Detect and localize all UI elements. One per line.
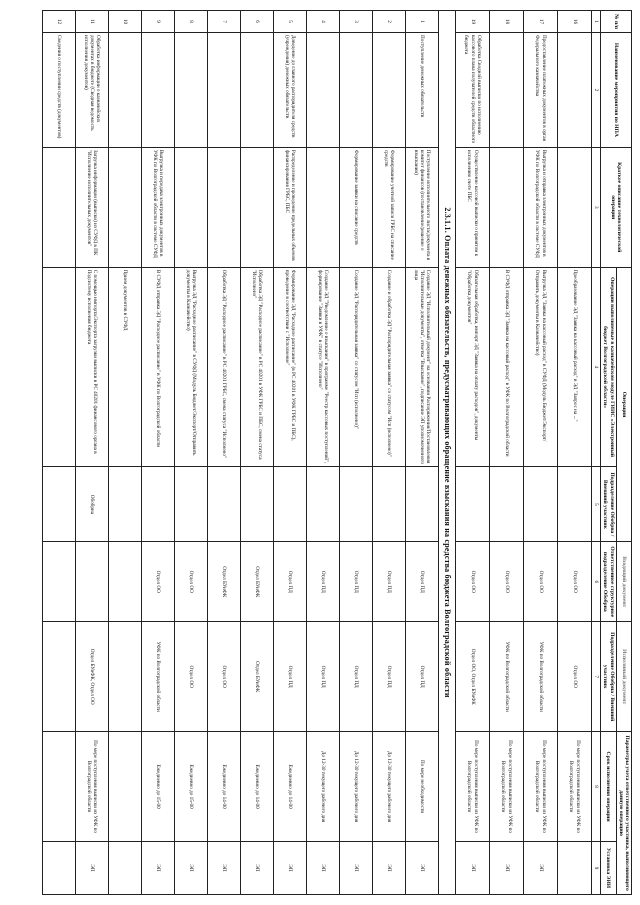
cell-out-dept: Отдел ОО, Отдел БУиФК <box>455 622 489 732</box>
col-number: 9 <box>591 841 600 894</box>
cell-out-dept: УФК по Волгоградской области <box>141 622 174 732</box>
cell-resp: Отдел ОО <box>455 542 489 622</box>
cell-term <box>108 732 141 842</box>
col-number: 5 <box>591 467 600 542</box>
col-number: 8 <box>591 732 600 842</box>
cell-desc: Поступление исполнительного листа/документа в комитет финансов (постановление/решение о взыскании) <box>405 147 438 267</box>
cell-sys: ЭП <box>455 841 489 894</box>
header-in-doc: Входящий документ <box>616 542 631 622</box>
table-row <box>273 11 306 895</box>
cell-in-dept <box>557 467 591 542</box>
cell-ops: Обработка ЭД "Расходное расписание" в РС 40201 ГРБС, смена статуса "Исполнено" <box>207 267 240 467</box>
cell-term: Ежедневно до 15-00 <box>141 732 174 842</box>
table-row <box>557 11 591 895</box>
column-number-row <box>591 11 600 895</box>
cell-in-dept <box>273 467 306 542</box>
cell-name <box>141 32 174 147</box>
cell-term: До 12-30 текущего рабочего дня <box>372 732 405 842</box>
cell-out-dept: Отдел ПД <box>306 622 339 732</box>
table-row <box>339 11 372 895</box>
cell-sys: ЭП <box>141 841 174 894</box>
cell-sys: ЭП <box>372 841 405 894</box>
cell-in-dept <box>141 467 174 542</box>
cell-term: Ежедневно до 14-00 <box>207 732 240 842</box>
col-number: 3 <box>591 147 600 267</box>
cell-name <box>108 32 141 147</box>
header-params: Параметры учета ответственного участника, выполняющего данную операцию <box>616 732 631 895</box>
cell-term: До 12-30 текущего рабочего дня <box>339 732 372 842</box>
cell-sys <box>557 841 591 894</box>
table-row <box>108 11 141 895</box>
table-row <box>207 11 240 895</box>
col-number: 2 <box>591 32 600 147</box>
cell-resp: Отдел ПД <box>405 542 438 622</box>
cell-term: По мере необходимости <box>405 732 438 842</box>
cell-desc <box>174 147 207 267</box>
cell-in-dept <box>42 467 75 542</box>
cell-term: По мере поступления выписки из УФК по Волгоградской области <box>489 732 523 842</box>
table-row <box>240 11 273 895</box>
cell-in-dept <box>174 467 207 542</box>
cell-name <box>306 32 339 147</box>
cell-desc <box>207 147 240 267</box>
cell-desc: Выгрузка и отправка электронных документов в УФК по Волгоградской области в системе СУФД <box>523 147 557 267</box>
col-number: 6 <box>591 542 600 622</box>
table-row <box>141 11 174 895</box>
header-sys: Установка ЭИИ <box>601 841 616 894</box>
cell-desc: Осуществление кассовой выписки о принятом к исполнению счете ПБС <box>455 147 489 267</box>
table-row <box>42 11 75 895</box>
header-op-done: Операции выполняемые в казначейском модуле ГИИС «Электронный бюджет Волгоградской области» <box>601 267 616 467</box>
cell-name: Обработка информации о казначейских документах в бюджете (Сводная ведомость исполнения документов) <box>75 32 108 147</box>
cell-sys: ЭП <box>306 841 339 894</box>
cell-resp <box>108 542 141 622</box>
cell-ops: Обработка ЭД "Расходное расписание" в РС 40201 в УФК ГРБС и ПБС, смена статуса "Исполнено" <box>240 267 273 467</box>
cell-name <box>489 32 523 147</box>
cell-num: 8 <box>174 11 207 33</box>
cell-name: Предоставление платежных документов в орган Федерального казначейства <box>523 32 557 147</box>
cell-resp: Отдел ОО <box>489 542 523 622</box>
cell-out-dept: Отдел ОО <box>207 622 240 732</box>
cell-ops: Обязательная обработка, импорт ЭД "Заявка на оплату расходов", документы "Обработка документов" <box>455 267 489 467</box>
cell-name: Обработка Сводной выписки по исполнению кассового плана получателей средств областного бюджета <box>455 32 489 147</box>
cell-resp: Отдел БУиФК <box>240 542 273 622</box>
header-resp: Ответственное структурное подразделение Обобрна <box>601 542 616 622</box>
cell-ops: Выгрузка ЭД "Расходное расписание" в СУФД (Модуль Бюджет/Экспорт/Отправить документы в Казначейство) <box>174 267 207 467</box>
cell-desc: Распределение и проведение предельных объемов финансирования ГРБС, ПБС <box>273 147 306 267</box>
cell-sys: ЭП <box>174 841 207 894</box>
cell-in-dept <box>339 467 372 542</box>
cell-in-dept: Обобрна <box>75 467 108 542</box>
cell-term <box>42 732 75 842</box>
cell-term: По мере поступления выписки из УФК по Волгоградской области <box>455 732 489 842</box>
cell-out-dept: Отдел ПД <box>339 622 372 732</box>
cell-out-dept: Отдел ОО <box>174 622 207 732</box>
cell-sys: ЭП <box>523 841 557 894</box>
cell-ops: Создание и обработка ЭД "Распорядительная заявка" со статусом "Исп (исполнено)" <box>372 267 405 467</box>
section-title: 2.3.1.1. Оплата денежных обязательств, предусматривающих обращение взыскания на средства бюджета Волгоградской области <box>438 11 455 895</box>
cell-ops: В СУФД отправка ЭД "Расходное расписание" в УФК по Волгоградской области <box>141 267 174 467</box>
cell-out-dept: Отдел ПД <box>273 622 306 732</box>
cell-sys: ЭП <box>339 841 372 894</box>
cell-name <box>207 32 240 147</box>
cell-resp <box>42 542 75 622</box>
cell-out-dept: УФК по Волгоградской области <box>489 622 523 732</box>
header-dept-in: Подразделение Обобрна / Внешний участник <box>601 467 616 542</box>
cell-ops: Преобразование ЭД "Заявка на кассовый расход" в ЭД "Запрос на ..." <box>557 267 591 467</box>
cell-num: 4 <box>306 11 339 33</box>
cell-num: 19 <box>455 11 489 33</box>
cell-in-dept <box>207 467 240 542</box>
cell-in-dept <box>108 467 141 542</box>
cell-out-dept: Отдел БУиФК, Отдел ОО <box>75 622 108 732</box>
header-row-top <box>616 11 631 895</box>
cell-num: 18 <box>489 11 523 33</box>
cell-num: 16 <box>557 11 591 33</box>
table-row <box>306 11 339 895</box>
cell-name <box>240 32 273 147</box>
cell-desc <box>240 147 273 267</box>
cell-out-dept: Отдел ПД <box>372 622 405 732</box>
header-out-doc: Исполнный документ <box>616 622 631 732</box>
procedure-table <box>42 10 632 895</box>
cell-ops: С помощью импорта/Экспорта загрузки выписки в РС 40201 финансового органа в Подсистему исполнения бюджета <box>75 267 108 467</box>
header-ops: Операции <box>616 267 631 542</box>
cell-name: Сведения о поступлении средств (документов) <box>42 32 75 147</box>
cell-resp: Отдел ПД <box>273 542 306 622</box>
table-row <box>523 11 557 895</box>
cell-out-dept: Отдел БУиФК <box>240 622 273 732</box>
cell-term: Ежедневно до 14-00 <box>240 732 273 842</box>
cell-term: По мере поступления выписки из УФК по Волгоградской области <box>523 732 557 842</box>
cell-desc: Выгрузка и передача электронных документов в УФК по Волгоградской области в системе СУФД <box>141 147 174 267</box>
cell-in-dept <box>306 467 339 542</box>
cell-term: По мере поступления выписки из УФК по Волгоградской области <box>75 732 108 842</box>
cell-num: 10 <box>108 11 141 33</box>
header-desc: Краткое описание технологической операции <box>601 147 632 267</box>
cell-term: Ежедневно до 15-00 <box>174 732 207 842</box>
cell-resp <box>75 542 108 622</box>
col-number: 1 <box>591 11 600 33</box>
table-row <box>405 11 438 895</box>
cell-ops: Выгрузка ЭД "Заявка на кассовый расход" в СУФД (Модуль Бюджет/Экспорт/Отправить документы в Казначейство) <box>523 267 557 467</box>
cell-term: Ежедневно до 14-00 <box>273 732 306 842</box>
cell-desc <box>108 147 141 267</box>
cell-desc <box>42 147 75 267</box>
section-heading-row <box>438 11 455 895</box>
cell-in-dept <box>372 467 405 542</box>
cell-sys <box>108 841 141 894</box>
cell-resp: Отдел БУиФК <box>207 542 240 622</box>
cell-resp: Отдел ОО <box>174 542 207 622</box>
cell-desc <box>489 147 523 267</box>
cell-num: 9 <box>141 11 174 33</box>
table-row <box>489 11 523 895</box>
table-row <box>455 11 489 895</box>
cell-ops: Создание ЭД "Исполнительный документ" на основании Распоряжения/Постановления "Исполнительные документы", отметка "Взыскание", подписание ЭП уполномоченного лица <box>405 267 438 467</box>
cell-name <box>557 32 591 147</box>
header-term: Срок исполнения операции <box>601 732 616 842</box>
header-num: № п/п <box>601 11 632 33</box>
cell-resp: Отдел ОО <box>141 542 174 622</box>
cell-num: 12 <box>42 11 75 33</box>
cell-term: По мере поступления выписки из УФК по Волгоградской области <box>557 732 591 842</box>
cell-term: До 12-30 текущего рабочего дня <box>306 732 339 842</box>
col-number: 7 <box>591 622 600 732</box>
cell-sys <box>42 841 75 894</box>
lower-rows <box>42 11 438 895</box>
cell-out-dept: Отдел ПД <box>405 622 438 732</box>
cell-ops: Прием документов в СУФД <box>108 267 141 467</box>
cell-in-dept <box>523 467 557 542</box>
cell-ops: Создание ЭД "Уведомление о взыскании" в программе "Реестр кассовых поступлений", формирование "Заявки в УФК" в статусе "Исполнено" <box>306 267 339 467</box>
cell-name: Поступление денежных обязательств <box>405 32 438 147</box>
cell-num: 5 <box>273 11 306 33</box>
cell-in-dept <box>455 467 489 542</box>
cell-out-dept <box>42 622 75 732</box>
cell-sys: ЭП <box>405 841 438 894</box>
cell-sys: ЭП <box>489 841 523 894</box>
cell-out-dept <box>108 622 141 732</box>
cell-sys: ЭП <box>207 841 240 894</box>
cell-ops: Формирование ЭД "Расходное расписание" (в РС 40201 в УФК ГРБС и ПБС), проведение в соответствии с "Исполнение" <box>273 267 306 467</box>
cell-name <box>174 32 207 147</box>
cell-out-dept: УФК по Волгоградской области <box>523 622 557 732</box>
cell-resp: Отдел ПД <box>306 542 339 622</box>
cell-num: 11 <box>75 11 108 33</box>
cell-name: Доведение до главного распорядителя средств (учреждения) денежных обязательств <box>273 32 306 147</box>
upper-rows <box>455 11 591 895</box>
cell-desc: Загрузка информации (выписки) из СУФД в ПК "Исполнение исполнительных документов" <box>75 147 108 267</box>
cell-desc <box>306 147 339 267</box>
cell-sys: ЭП <box>273 841 306 894</box>
col-number: 4 <box>591 267 600 467</box>
cell-sys: ЭП <box>240 841 273 894</box>
cell-ops: Создание ЭД "Распорядительная заявка" со статусом "Исп (исполнено)" <box>339 267 372 467</box>
cell-num: 1 <box>405 11 438 33</box>
cell-desc: Формирование заявки на списание средств <box>339 147 372 267</box>
table-row <box>75 11 108 895</box>
cell-desc: Формирование учетной записи ГРБС на списание средств <box>372 147 405 267</box>
cell-num: 3 <box>339 11 372 33</box>
table-row <box>372 11 405 895</box>
cell-num: 17 <box>523 11 557 33</box>
cell-num: 2 <box>372 11 405 33</box>
cell-num: 7 <box>207 11 240 33</box>
cell-desc <box>557 147 591 267</box>
cell-in-dept <box>489 467 523 542</box>
header-name: Наименование мероприятия по НПА <box>601 32 632 147</box>
cell-in-dept <box>240 467 273 542</box>
cell-ops: В СУФД отправка ЭД "Заявка на кассовый расход" в УФК по Волгоградской области <box>489 267 523 467</box>
cell-resp: Отдел ОО <box>557 542 591 622</box>
cell-out-dept: Отдел ОО <box>557 622 591 732</box>
cell-resp: Отдел ПД <box>372 542 405 622</box>
cell-sys: ЭП <box>75 841 108 894</box>
table-row <box>174 11 207 895</box>
cell-resp: Отдел ПД <box>339 542 372 622</box>
cell-resp: Отдел ОО <box>523 542 557 622</box>
cell-name <box>372 32 405 147</box>
cell-ops <box>42 267 75 467</box>
cell-num: 6 <box>240 11 273 33</box>
cell-in-dept <box>405 467 438 542</box>
header-dept-out: Подразделение Обобрна / Внешний участник <box>601 622 616 732</box>
cell-name <box>339 32 372 147</box>
